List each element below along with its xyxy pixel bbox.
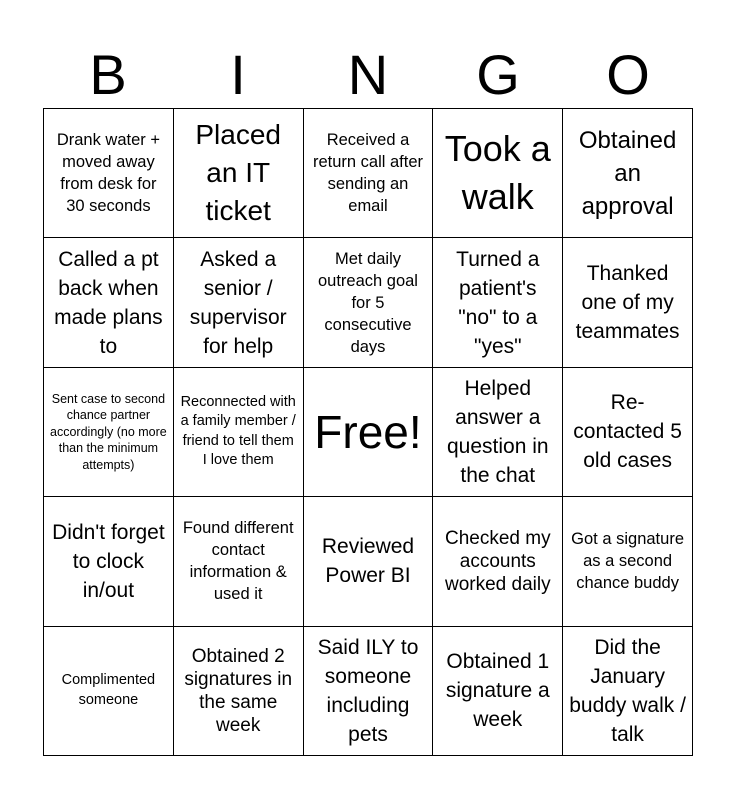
bingo-cell[interactable]	[174, 497, 304, 626]
cell-text: Called a pt back when made plans to	[54, 247, 163, 358]
bingo-cell[interactable]	[44, 497, 174, 626]
bingo-cell[interactable]	[304, 627, 434, 756]
cell-text: Sent case to second chance partner accordingly (no more than the minimum attempts)	[50, 391, 167, 472]
header-letter-b: B	[89, 43, 127, 106]
header-letter-i: I	[230, 43, 246, 106]
cell-text: Found different contact information & used it	[182, 519, 294, 604]
bingo-cell[interactable]	[563, 238, 693, 367]
cell-text: Met daily outreach goal for 5 consecutive days	[317, 249, 418, 356]
bingo-cell[interactable]	[433, 238, 563, 367]
header-letter-n: N	[347, 43, 389, 106]
cell-text: Didn't forget to clock in/out	[52, 520, 165, 602]
bingo-cell[interactable]	[433, 368, 563, 497]
bingo-cell[interactable]	[563, 497, 693, 626]
cell-text: Re-contacted 5 old cases	[573, 391, 682, 473]
free-space-cell[interactable]	[304, 368, 434, 497]
cell-text: Obtained 2 signatures in the same week	[184, 645, 293, 736]
cell-text: Turned a patient's "no" to a "yes"	[456, 247, 540, 358]
bingo-cell[interactable]	[304, 109, 434, 238]
bingo-cell[interactable]	[174, 238, 304, 367]
cell-text: Checked my accounts worked daily	[444, 527, 551, 595]
cell-text: Did the January buddy walk / talk	[569, 635, 686, 746]
bingo-header	[43, 42, 693, 108]
cell-text: Got a signature as a second chance buddy	[571, 530, 684, 593]
cell-text: Drank water + moved away from desk for 30 seconds	[56, 131, 160, 216]
header-letter-o: O	[606, 43, 650, 106]
bingo-cell[interactable]	[433, 109, 563, 238]
cell-text: Thanked one of my teammates	[575, 262, 680, 344]
cell-text: Asked a senior / supervisor for help	[189, 247, 287, 358]
bingo-cell[interactable]	[433, 497, 563, 626]
bingo-cell[interactable]	[44, 368, 174, 497]
bingo-cell[interactable]	[563, 109, 693, 238]
cell-text: Placed an IT ticket	[195, 119, 281, 227]
cell-text: Said ILY to someone including pets	[317, 635, 419, 746]
bingo-cell[interactable]	[44, 627, 174, 756]
cell-text: Complimented someone	[61, 672, 156, 708]
cell-text: Reconnected with a family member / friend to tell them I love them	[180, 393, 296, 469]
bingo-cell[interactable]	[563, 627, 693, 756]
bingo-cell[interactable]	[174, 109, 304, 238]
cell-text: Took a walk	[444, 128, 551, 218]
cell-text: Helped answer a question in the chat	[447, 376, 549, 487]
bingo-cell[interactable]	[304, 497, 434, 626]
bingo-cell[interactable]	[304, 238, 434, 367]
bingo-cell[interactable]	[563, 368, 693, 497]
bingo-cell[interactable]	[174, 627, 304, 756]
cell-text: Obtained an approval	[578, 126, 677, 220]
cell-text: Obtained 1 signature a week	[445, 650, 550, 732]
bingo-cell[interactable]	[44, 109, 174, 238]
free-space-text: Free!	[314, 405, 422, 458]
bingo-cell[interactable]	[174, 368, 304, 497]
cell-text: Received a return call after sending an email	[312, 131, 424, 216]
bingo-cell[interactable]	[433, 627, 563, 756]
cell-text: Reviewed Power BI	[321, 535, 415, 588]
bingo-board	[43, 108, 693, 756]
bingo-cell[interactable]	[44, 238, 174, 367]
header-letter-g: G	[476, 43, 520, 106]
